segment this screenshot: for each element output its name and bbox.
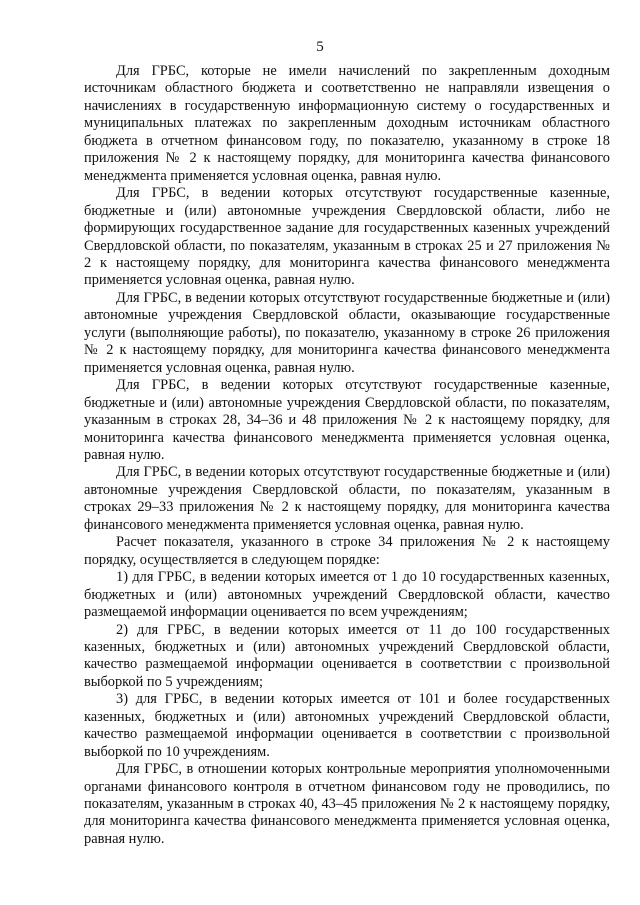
document-body [84, 63, 610, 848]
paragraph: Для ГРБС, в ведении которых отсутствуют государственные казенные, бюджетные и (или) автономные учреждения Свердловской области, либо не формирующих государственное задание для государственных казенных учреждений Свердловской области, по показателям, указанным в строках 25 и 27 приложения № 2 к настоящему порядку, для мониторинга качества финансового менеджмента применяется условная оценка, равная нулю. [84, 185, 610, 289]
paragraph: Для ГРБС, в ведении которых отсутствуют государственные бюджетные и (или) автономные учреждения Свердловской области, оказывающие государственные услуги (выполняющие работы), по показателю, указанному в строке 26 приложения № 2 к настоящему порядку, для мониторинга качества финансового менеджмента применяется условная оценка, равная нулю. [84, 289, 610, 376]
paragraph: Для ГРБС, в ведении которых отсутствуют государственные казенные, бюджетные и (или) автономные учреждения Свердловской области, по показателям, указанным в строках 28, 34–36 и 48 приложения № 2 к настоящему порядку, для мониторинга качества финансового менеджмента применяется условная оценка, равная нулю. [84, 377, 610, 463]
paragraph: Для ГРБС, в отношении которых контрольные мероприятия уполномоченными органами финансового контроля в отчетном финансовом году не проводились, по показателям, указанным в строках 40, 43–45 приложения № 2 к настоящему порядку, для мониторинга качества финансового менеджмента применяется условная оценка, равная нулю. [84, 761, 610, 847]
paragraph: Для ГРБС, которые не имели начислений по закрепленным доходным источникам областного бюджета и соответственно не направляли извещения о начислениях в государственную информационную систему о государственных и муниципальных платежах по закрепленным доходным источникам областного бюджета в отчетном финансовом году, по показателю, указанному в строке 18 приложения № 2 к настоящему порядку, для мониторинга качества финансового менеджмента применяется условная оценка, равная нулю. [84, 63, 610, 184]
paragraph: Расчет показателя, указанного в строке 34 приложения № 2 к настоящему порядку, осуществляется в следующем порядке: [84, 534, 610, 568]
list-item-1: 1) для ГРБС, в ведении которых имеется от 1 до 10 государственных казенных, бюджетных и (или) автономных учреждений Свердловской области, качество размещаемой информации оценивается по всем учреждениям; [84, 569, 610, 621]
list-item-2: 2) для ГРБС, в ведении которых имеется от 11 до 100 государственных казенных, бюджетных и (или) автономных учреждений Свердловской области, качество размещаемой информации оценивается в соответствии с произвольной выборкой по 5 учреждениям; [84, 621, 610, 690]
list-item-3: 3) для ГРБС, в ведении которых имеется от 101 и более государственных казенных, бюджетных и (или) автономных учреждений Свердловской области, качество размещаемой информации оценивается в соответствии с произвольной выборкой по 10 учреждениям. [84, 691, 610, 760]
page-number: 5 [316, 39, 324, 55]
paragraph: Для ГРБС, в ведении которых отсутствуют государственные бюджетные и (или) автономные учреждения Свердловской области, по показателям, указанным в строках 29–33 приложения № 2 к настоящему порядку, для мониторинга качества финансового менеджмента применяется условная оценка, равная нулю. [84, 464, 610, 533]
